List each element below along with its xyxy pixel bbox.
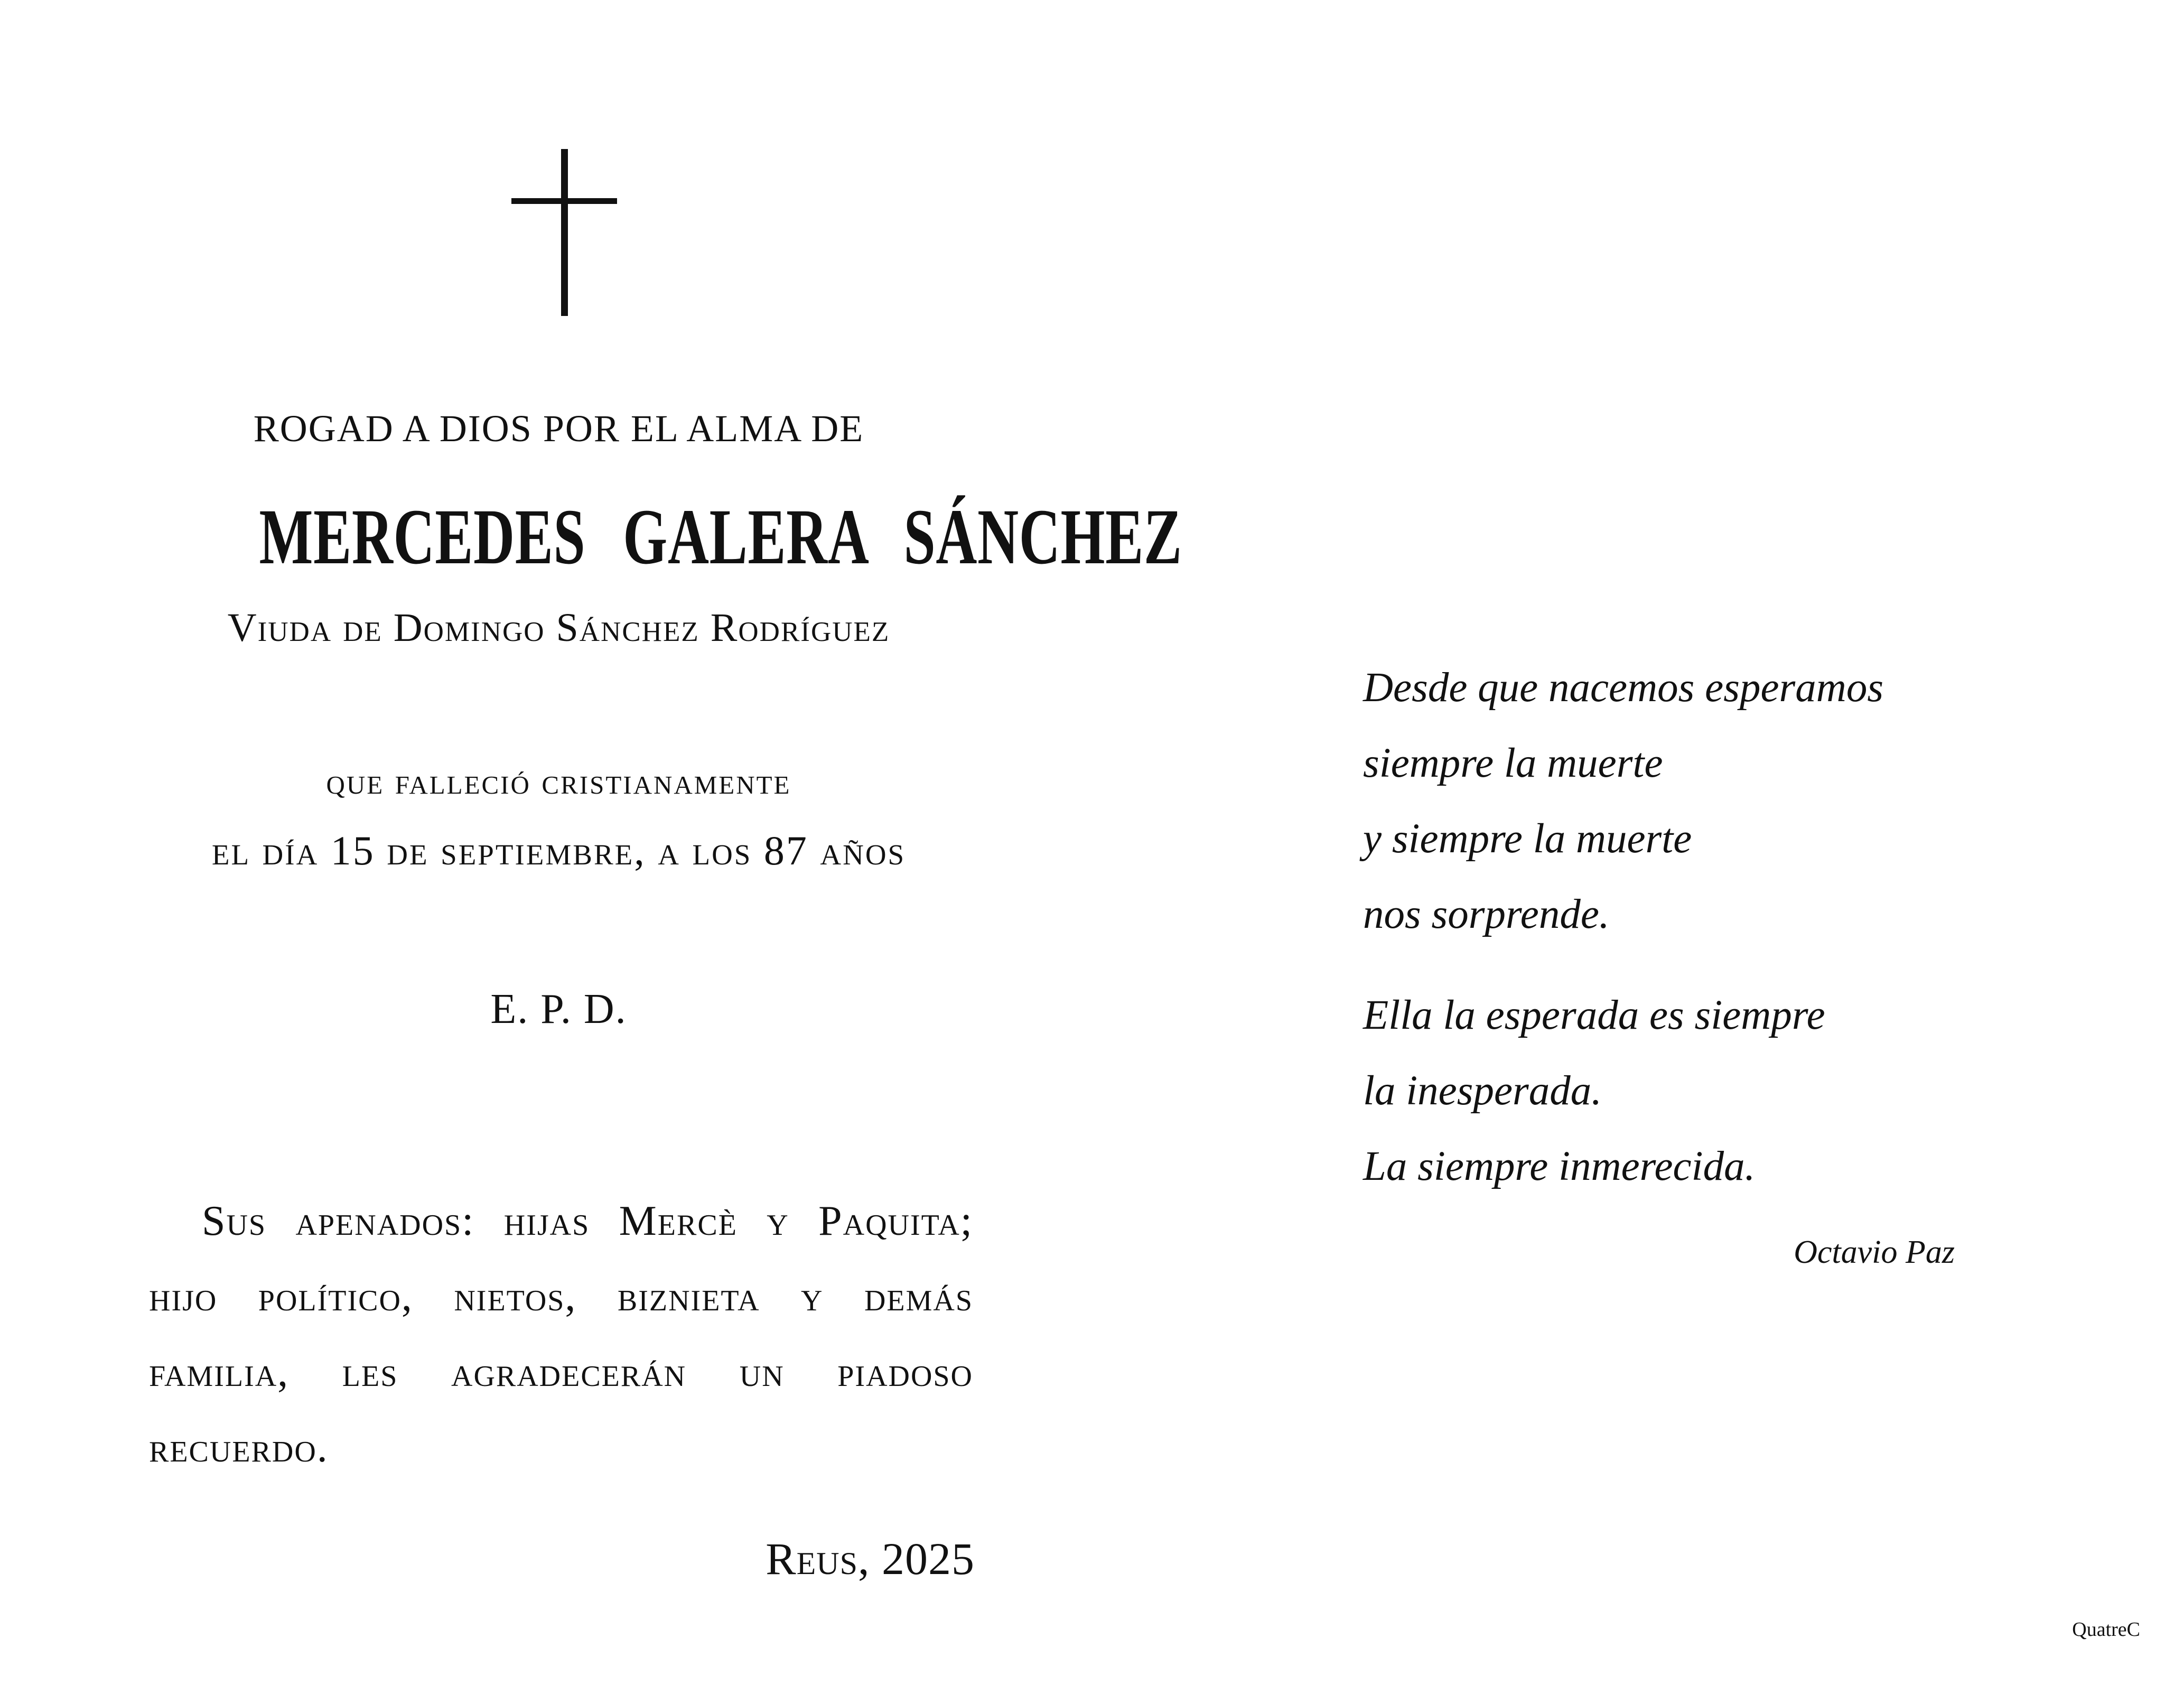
latin-cross-icon: [511, 149, 617, 316]
printer-imprint: QuatreC: [2072, 1618, 2140, 1641]
widow-of-line: Viuda de Domingo Sánchez Rodríguez: [227, 606, 890, 650]
cross-vertical-bar: [561, 149, 568, 316]
mourners-paragraph: [149, 1184, 973, 1486]
poem-verse: nos sorprende.: [1363, 891, 1610, 937]
epd-text: E. P. D.: [490, 986, 627, 1032]
poem-verse: y siempre la muerte: [1363, 816, 1692, 862]
place-and-year: Reus, 2025: [766, 1533, 975, 1584]
cross-horizontal-bar: [511, 198, 617, 204]
poem-verse: Ella la esperada es siempre: [1363, 992, 1825, 1038]
mourners-line: Sus apenados: hijas Mercè y Paquita;: [202, 1198, 973, 1244]
death-statement-line-2: el día 15 de septiembre, a los 87 años: [211, 827, 906, 873]
death-statement-line-1: que falleció cristianamente: [326, 761, 791, 802]
poem-author: Octavio Paz: [1794, 1234, 1955, 1270]
poem-verse: siempre la muerte: [1363, 740, 1663, 786]
memorial-card-right-panel: [1363, 0, 1955, 1685]
poem-verse: La siempre inmerecida.: [1363, 1143, 1756, 1189]
stanza-divider: [1363, 952, 1883, 978]
mourners-line: recuerdo.: [149, 1425, 329, 1471]
deceased-name: MERCEDES GALERA SÁNCHEZ: [259, 493, 1182, 581]
poem-verse: la inesperada.: [1363, 1068, 1602, 1114]
poem-verse: Desde que nacemos esperamos: [1363, 665, 1884, 711]
prayer-heading: ROGAD A DIOS POR EL ALMA DE: [253, 407, 864, 450]
mourners-line: hijo político, nietos, biznieta y demás: [149, 1273, 973, 1320]
memorial-card-left-panel: [143, 0, 1182, 1685]
mourners-line: familia, les agradecerán un piadoso: [149, 1349, 973, 1395]
poem: [1363, 650, 1883, 1204]
